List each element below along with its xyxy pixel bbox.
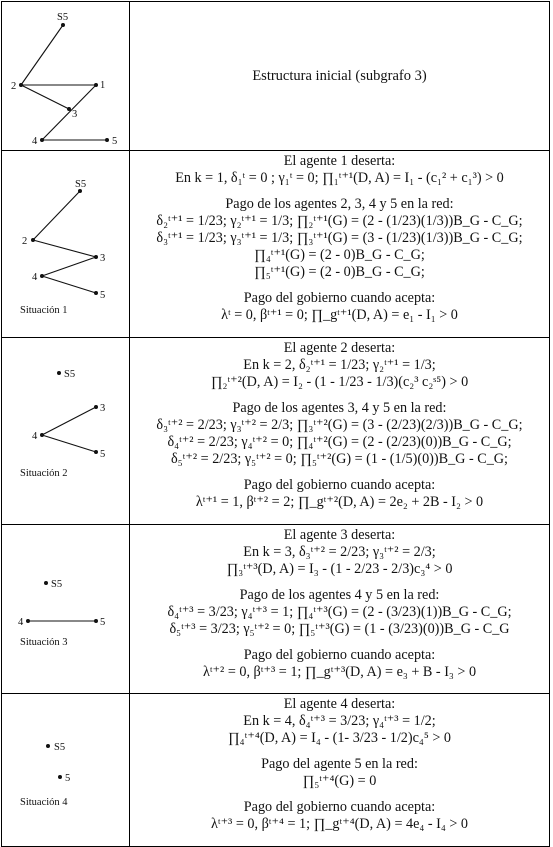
subgraph-table [1, 1, 550, 847]
formula-line: En k = 2, δ₂ᵗ⁺¹ = 1/23; γ₂ᵗ⁺¹ = 1/3; [243, 357, 436, 373]
node-label: 5 [100, 449, 106, 460]
node-3 [67, 107, 71, 111]
heading: Pago del gobierno cuando acepta: [243, 477, 436, 493]
text-cell-initial [130, 2, 550, 151]
text-cell-4 [130, 694, 550, 847]
node-5 [58, 775, 62, 779]
node-4 [40, 433, 44, 437]
node-4 [40, 274, 44, 278]
heading: Pago del gobierno cuando acepta: [243, 290, 436, 306]
text-cell-2 [130, 338, 550, 525]
formula-line: λᵗ⁺³ = 0, βᵗ⁺⁴ = 1; ∏_gᵗ⁺⁴(D, A) = 4e₄ - I₄ > 0 [210, 816, 469, 832]
heading: El agente 1 deserta: [283, 153, 396, 169]
text-cell-3 [130, 525, 550, 694]
node-3 [94, 255, 98, 259]
node-s5 [44, 581, 48, 585]
situation-caption: Situación 1 [20, 305, 68, 316]
formula-line: λᵗ⁺¹ = 1, βᵗ⁺² = 2; ∏_gᵗ⁺²(D, A) = 2e₂ + 2B - I₂ > 0 [195, 494, 484, 510]
formula-line: En k = 3, δ₃ᵗ⁺² = 2/23; γ₃ᵗ⁺² = 2/3; [243, 544, 436, 560]
node-label: 2 [22, 236, 28, 247]
node-label: S5 [54, 742, 66, 753]
row-situacion-2 [2, 338, 550, 525]
graph-initial [2, 2, 129, 150]
graph-cell-2 [2, 338, 130, 525]
graph-situacion-2 [2, 338, 129, 524]
row-situacion-4 [2, 694, 550, 847]
node-s5 [46, 744, 50, 748]
situation-caption: Situación 4 [20, 797, 68, 808]
heading: Pago del agente 5 en la red: [261, 756, 418, 772]
heading: Pago del gobierno cuando acepta: [243, 647, 436, 663]
formula-line: δ₅ᵗ⁺² = 2/23; γ₅ᵗ⁺² = 0; ∏₅ᵗ⁺²(G) = (1 - (1/5)(0))B_G - C_G; [171, 451, 508, 467]
graph-situacion-3 [2, 525, 129, 693]
situation-caption: Situación 2 [20, 468, 68, 479]
formula-line: ∏₃ᵗ⁺³(D, A) = I₃ - (1 - 2/23 - 2/3)c₃⁴ > 0 [226, 561, 453, 577]
formula-line: En k = 4, δ₄ᵗ⁺³ = 3/23; γ₄ᵗ⁺³ = 1/2; [243, 713, 436, 729]
formula-line: ∏₅ᵗ⁺⁴(G) = 0 [302, 773, 377, 789]
formula-line: En k = 1, δ₁ᵗ = 0 ; γ₁ᵗ = 0; ∏₁ᵗ⁺¹(D, A) = I₁ - (c₁² + c₁³) > 0 [175, 170, 504, 186]
node-4 [40, 138, 44, 142]
heading: El agente 2 deserta: [283, 340, 396, 356]
formula-line: ∏₂ᵗ⁺²(D, A) = I₂ - (1 - 1/23 - 1/3)(c₂³ c₂ˢ⁵) > 0 [210, 374, 469, 390]
node-5 [94, 450, 98, 454]
heading: Pago de los agentes 2, 3, 4 y 5 en la red: [225, 196, 454, 212]
situation-caption: Situación 3 [20, 637, 68, 648]
node-label: 3 [100, 253, 106, 264]
node-label: 4 [32, 272, 38, 283]
node-4 [26, 619, 30, 623]
heading: Pago de los agentes 4 y 5 en la red: [239, 587, 440, 603]
node-label: 4 [18, 617, 24, 628]
formula-line: ∏₄ᵗ⁺⁴(D, A) = I₄ - (1- 3/23 - 1/2)c₄⁵ > 0 [228, 730, 451, 746]
node-label: 5 [100, 617, 106, 628]
node-label: 4 [32, 136, 38, 147]
node-label: 1 [100, 80, 106, 91]
text-cell-1 [130, 151, 550, 338]
heading: Pago de los agentes 3, 4 y 5 en la red: [232, 400, 447, 416]
formula-line: δ₃ᵗ⁺¹ = 1/23; γ₃ᵗ⁺¹ = 1/3; ∏₃ᵗ⁺¹(G) = (3 - (1/23)(1/3))B_G - C_G; [156, 230, 523, 246]
formula-line: δ₅ᵗ⁺³ = 3/23; γ₅ᵗ⁺² = 0; ∏₅ᵗ⁺³(G) = (1 - (3/23)(0))B_G - C_G [169, 621, 510, 637]
heading: Pago del gobierno cuando acepta: [243, 799, 436, 815]
formula-line: λᵗ = 0, βᵗ⁺¹ = 0; ∏_gᵗ⁺¹(D, A) = e₁ - I₁ > 0 [221, 307, 458, 323]
graph-situacion-1 [2, 151, 129, 337]
row-initial [2, 2, 550, 151]
graph-situacion-4 [2, 694, 129, 846]
node-5 [105, 138, 109, 142]
node-label: 3 [72, 109, 78, 120]
node-label: S5 [57, 12, 69, 23]
node-label: 5 [100, 290, 106, 301]
heading: El agente 4 deserta: [283, 696, 396, 712]
node-label: 5 [112, 136, 118, 147]
formula-line: ∏₅ᵗ⁺¹(G) = (2 - 0)B_G - C_G; [254, 264, 425, 280]
node-2 [19, 83, 23, 87]
formula-line: ∏₄ᵗ⁺¹(G) = (2 - 0)B_G - C_G; [254, 247, 425, 263]
node-label: S5 [75, 179, 87, 190]
formula-line: δ₃ᵗ⁺² = 2/23; γ₃ᵗ⁺² = 2/3; ∏₃ᵗ⁺²(G) = (3 - (2/23)(2/3))B_G - C_G; [156, 417, 523, 433]
node-3 [94, 405, 98, 409]
node-label: 5 [65, 773, 71, 784]
node-label: S5 [64, 369, 76, 380]
node-label: 2 [11, 81, 17, 92]
graph-cell-4 [2, 694, 130, 847]
graph-cell-1 [2, 151, 130, 338]
node-s5 [57, 371, 61, 375]
row-title: Estructura inicial (subgrafo 3) [252, 67, 427, 84]
node-label: 4 [32, 431, 38, 442]
node-s5 [61, 23, 65, 27]
node-label: 3 [100, 403, 106, 414]
node-5 [94, 291, 98, 295]
formula-line: δ₄ᵗ⁺³ = 3/23; γ₄ᵗ⁺³ = 1; ∏₄ᵗ⁺³(G) = (2 - (3/23)(1))B_G - C_G; [167, 604, 512, 620]
heading: El agente 3 deserta: [283, 527, 396, 543]
node-1 [94, 83, 98, 87]
row-situacion-1 [2, 151, 550, 338]
graph-cell-3 [2, 525, 130, 694]
node-2 [31, 238, 35, 242]
node-5 [94, 619, 98, 623]
formula-line: δ₂ᵗ⁺¹ = 1/23; γ₂ᵗ⁺¹ = 1/3; ∏₂ᵗ⁺¹(G) = (2 - (1/23)(1/3))B_G - C_G; [156, 213, 523, 229]
formula-line: δ₄ᵗ⁺² = 2/23; γ₄ᵗ⁺² = 0; ∏₄ᵗ⁺²(G) = (2 - (2/23)(0))B_G - C_G; [167, 434, 512, 450]
node-label: S5 [51, 579, 63, 590]
formula-line: λᵗ⁺² = 0, βᵗ⁺³ = 1; ∏_gᵗ⁺³(D, A) = e₃ + B - I₃ > 0 [202, 664, 477, 680]
row-situacion-3 [2, 525, 550, 694]
graph-cell-initial [2, 2, 130, 151]
